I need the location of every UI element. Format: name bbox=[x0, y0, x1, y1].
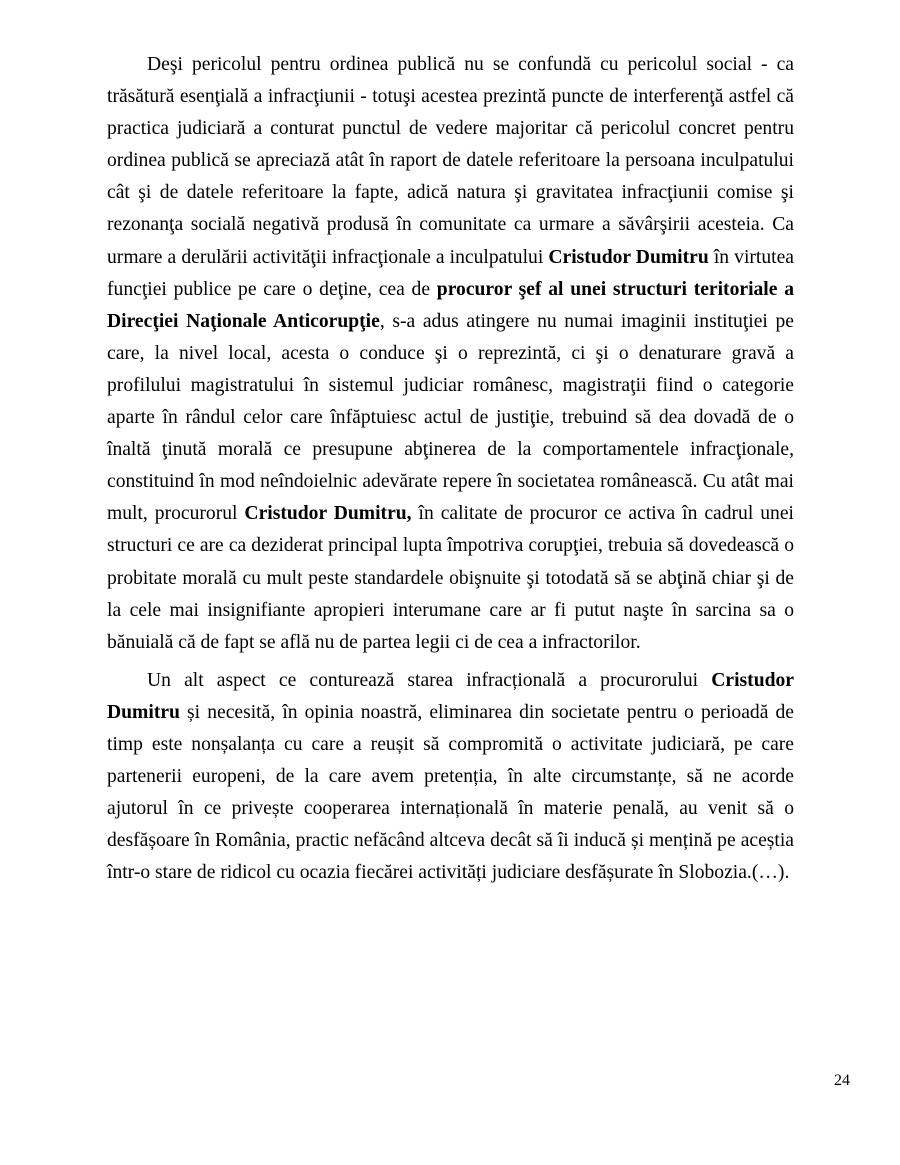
paragraph-2 bbox=[107, 665, 794, 890]
paragraph-1-text: , s-a adus atingere nu numai imaginii instituţiei pe care, la nivel local, acesta o conduce şi o reprezintă, ci şi o denaturare gravă a profilului magistratului în sistemul judiciar românesc, magistraţii fiind o categorie aparte în rândul celor care înfăptuiesc actul de justiţie, trebuind să dea dovadă de o înaltă ţinută morală ce presupune abţinerea de la comportamentele infracţionale, constituind în mod neîndoielnic adevărate repere în societatea românească. Cu atât mai mult, procurorul bbox=[107, 310, 794, 525]
paragraph-2-text: și necesită, în opinia noastră, eliminarea din societate pentru o perioadă de timp este nonșalanța cu care a reușit să compromită o activitate judiciară, pe care partenerii europeni, de la care avem pretenția, în alte circumstanțe, să ne acorde ajutorul în ce privește cooperarea internațională în materie penală, au venit să o desfășoare în România, practic nefăcând altceva decât să îi inducă și mențină pe aceștia într-o stare de ridicol cu ocazia fiecărei activități judiciare desfășurate în Slobozia.(…). bbox=[107, 701, 794, 884]
name-emphasis: Cristudor Dumitru bbox=[548, 246, 709, 268]
function-emphasis: procuror şef al unei structuri teritoriale a Direcţiei Naţionale Anticorupţie bbox=[107, 278, 794, 332]
paragraph-1-text: în calitate de procuror ce activa în cadrul unei structuri ce are ca deziderat principal lupta împotriva corupţiei, trebuia să dovedească o probitate morală cu mult peste standardele obişnuite şi totodată să se abţină chiar şi de la cele mai insignifiante apropieri interumane care ar fi putut naşte în sarcina sa o bănuială că de fapt se află nu de partea legii ci de cea a infractorilor. bbox=[107, 503, 794, 653]
paragraph-1 bbox=[107, 49, 794, 659]
paragraph-1-text: Deşi pericolul pentru ordinea publică nu se confundă cu pericolul social - ca trăsătură esenţială a infracţiunii - totuşi acestea prezintă puncte de interferenţă astfel că practica judiciară a conturat punctul de vedere majoritar că pericolul concret pentru ordinea publică se apreciază atât în raport de datele referitoare la persoana inculpatului cât şi de datele referitoare la fapte, adică natura şi gravitatea infracţiunii comise şi rezonanţa socială negativă produsă în comunitate ca urmare a săvârşirii acesteia. Ca urmare a derulării activităţii infracţionale a inculpatului bbox=[107, 54, 794, 268]
page-number: 24 bbox=[834, 1072, 850, 1089]
name-emphasis: Cristudor Dumitru bbox=[107, 669, 794, 723]
paragraph-1-text: în virtutea funcţiei publice pe care o deţine, cea de bbox=[107, 246, 794, 300]
name-emphasis: Cristudor Dumitru, bbox=[244, 503, 412, 525]
paragraph-2-text: Un alt aspect ce conturează starea infracțională a procurorului bbox=[147, 669, 712, 691]
body-text bbox=[107, 49, 794, 895]
